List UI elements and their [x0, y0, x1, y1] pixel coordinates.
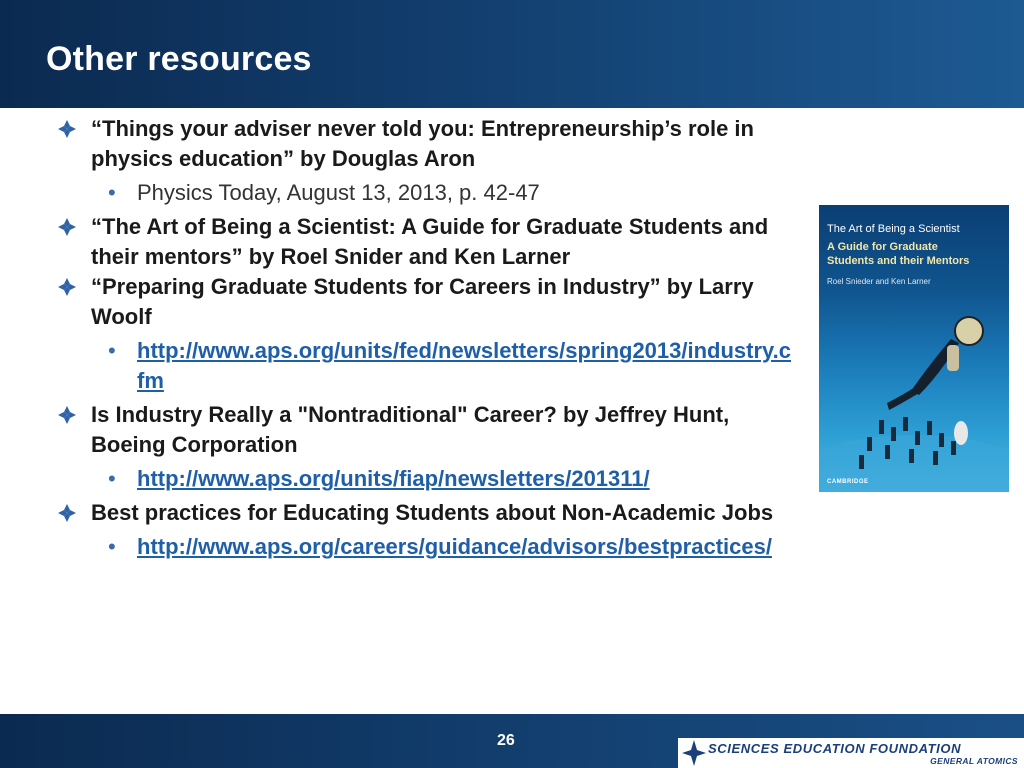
- page-number: 26: [497, 732, 515, 749]
- best-practices-link[interactable]: http://www.aps.org/careers/guidance/advisors/bestpractices/: [137, 534, 772, 559]
- book-subtitle-line: Students and their Mentors: [827, 255, 970, 267]
- resource-citation: Physics Today, August 13, 2013, p. 42-47: [137, 180, 540, 205]
- star-logo-icon: [682, 740, 706, 766]
- book-authors: Roel Snieder and Ken Larner: [827, 277, 931, 286]
- diamond-bullet-icon: [58, 278, 76, 296]
- sef-logo: [678, 738, 1024, 768]
- logo-line-1: SCIENCES EDUCATION FOUNDATION: [708, 741, 962, 756]
- round-bullet-icon: •: [108, 466, 116, 491]
- resource-list: [58, 114, 798, 566]
- resource-item-4: [58, 400, 798, 460]
- book-cover-image: [819, 205, 1009, 492]
- resource-title: “The Art of Being a Scientist: A Guide for Graduate Students and their mentors” by Roel Snider and Ken Larner: [91, 214, 769, 269]
- resource-item-3: [58, 272, 798, 332]
- book-title-line: The Art of Being a Scientist: [827, 223, 960, 235]
- resource-subitem-4: [58, 464, 798, 494]
- slide-header: [0, 0, 1024, 108]
- diamond-bullet-icon: [58, 504, 76, 522]
- resource-item-5: [58, 498, 798, 528]
- resource-subitem-5: [58, 532, 798, 562]
- round-bullet-icon: •: [108, 180, 116, 205]
- round-bullet-icon: •: [108, 338, 116, 363]
- resource-title: Best practices for Educating Students about Non-Academic Jobs: [91, 500, 774, 525]
- resource-title: “Preparing Graduate Students for Careers in Industry” by Larry Woolf: [91, 274, 754, 329]
- resource-item-2: [58, 212, 798, 272]
- logo-line-2: GENERAL ATOMICS: [930, 756, 1018, 766]
- industry-cfm-link[interactable]: http://www.aps.org/units/fed/newsletters/spring2013/industry.cfm: [137, 338, 792, 393]
- book-subtitle-line: A Guide for Graduate: [827, 241, 938, 253]
- book-publisher: CAMBRIDGE: [827, 479, 869, 485]
- fiap-newsletter-link[interactable]: http://www.aps.org/units/fiap/newsletters/201311/: [137, 466, 650, 491]
- slide-footer: [0, 714, 1024, 768]
- diamond-bullet-icon: [58, 120, 76, 138]
- resource-title: “Things your adviser never told you: Entrepreneurship’s role in physics education” by Douglas Aron: [91, 116, 754, 171]
- diamond-bullet-icon: [58, 406, 76, 424]
- resource-item-1: [58, 114, 798, 174]
- resource-subitem-3: [58, 336, 798, 396]
- resource-title: Is Industry Really a "Nontraditional" Career? by Jeffrey Hunt, Boeing Corporation: [91, 402, 730, 457]
- round-bullet-icon: •: [108, 534, 116, 559]
- diamond-bullet-icon: [58, 218, 76, 236]
- resource-subitem-1: [58, 178, 798, 208]
- slide-title: Other resources: [46, 40, 312, 78]
